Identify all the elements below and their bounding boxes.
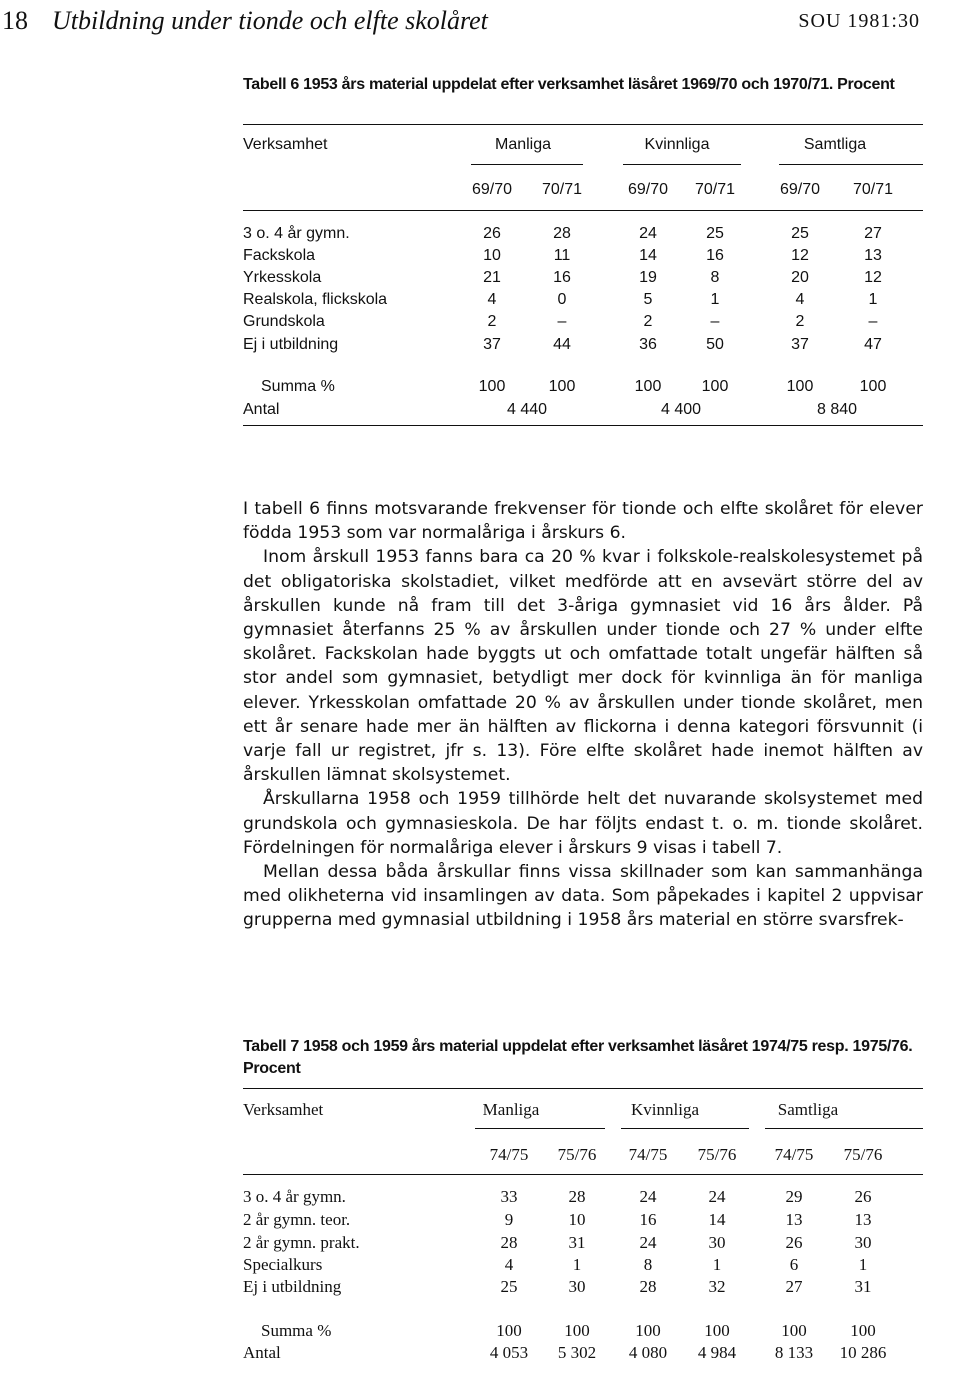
table-6-caption: Tabell 6 1953 års material uppdelat efter verksamhet läsåret 1969/70 och 1970/71. Procent: [243, 76, 895, 93]
row-label: 3 o. 4 år gymn.: [243, 225, 350, 242]
table-cell: 27: [785, 1277, 803, 1296]
count-cell: 5 302: [557, 1343, 597, 1362]
table-cell: 37: [483, 336, 501, 353]
table-cell: 13: [854, 1210, 872, 1229]
sum-cell: 100: [634, 378, 662, 395]
table-cell: 29: [785, 1187, 803, 1206]
table-cell: 6: [789, 1255, 799, 1274]
sum-cell: 100: [786, 378, 814, 395]
paragraph: Inom årskull 1953 fanns bara ca 20 % kvar i folkskole-realskolesystemet på det obligatoriska skolstadiet, vilket medförde att en avsevärt större del av årskullen kunde nå fram till det 3-åriga gymnasiet vid 16 års ålder. På gymnasiet återfanns 25 % av årskullen under tionde och 27 % under elfte skolåret. Fackskolan hade byggts ut och omfattade totalt ungefär hälften så stor andel som gymnasiet, betydligt mer dock för kvinnliga än för manliga elever. Yrkesskolan omfattade 20 % av årskullen under tionde skolåret, men ett år senare hade mer än hälften av flickorna i denna kategori försvunnit (i varje fall ur registret, jfr s. 13). Före elfte skolåret hade inemot hälften av årskullen lämnat skolsystemet.: [243, 547, 923, 786]
year-header: 70/71: [694, 181, 736, 198]
table-cell: 0: [557, 291, 567, 308]
count-cell: 4 080: [628, 1343, 668, 1362]
table-cell: 32: [708, 1277, 726, 1296]
table-cell: 50: [706, 336, 724, 353]
table-cell: 16: [553, 269, 571, 286]
table-cell: 28: [553, 225, 571, 242]
group-header: Kvinnliga: [644, 136, 710, 153]
table-cell: 19: [639, 269, 657, 286]
table-cell: 14: [708, 1210, 726, 1229]
group-header: Samtliga: [803, 136, 867, 153]
table-cell: 1: [572, 1255, 582, 1274]
table-cell: 25: [706, 225, 724, 242]
table-cell: 1: [858, 1255, 868, 1274]
sum-cell: 100: [496, 1321, 522, 1340]
row-label: Specialkurs: [243, 1255, 323, 1274]
table-cell: 2: [487, 313, 497, 330]
stub-header: Verksamhet: [243, 136, 328, 153]
table-cell: 4: [504, 1255, 514, 1274]
table-7-caption: Tabell 7 1958 och 1959 års material uppdelat efter verksamhet läsåret 1974/75 resp. 1975/76. Procent: [243, 1038, 913, 1077]
table-cell: 4: [487, 291, 497, 308]
stub-header: Verksamhet: [243, 1100, 324, 1119]
table-cell: 13: [785, 1210, 803, 1229]
table-cell: 16: [706, 247, 724, 264]
table-cell: 28: [639, 1277, 657, 1296]
row-label: 3 o. 4 år gymn.: [243, 1187, 346, 1206]
count-cell: 4 440: [506, 401, 548, 418]
table-cell: 26: [483, 225, 501, 242]
table-cell: 11: [553, 247, 571, 264]
table-cell: 36: [639, 336, 657, 353]
group-header: Manliga: [482, 1100, 540, 1119]
count-cell: 8 840: [816, 401, 858, 418]
table-cell: 24: [639, 1233, 657, 1252]
table-cell: 24: [708, 1187, 726, 1206]
year-header: 75/76: [843, 1145, 883, 1164]
table-cell: –: [710, 313, 720, 330]
year-header: 74/75: [628, 1145, 668, 1164]
table-cell: 4: [795, 291, 805, 308]
sum-cell: 100: [701, 378, 729, 395]
sum-cell: 100: [850, 1321, 876, 1340]
table-cell: 24: [639, 1187, 657, 1206]
group-header: Samtliga: [777, 1100, 839, 1119]
table-cell: 16: [639, 1210, 657, 1229]
year-header: 69/70: [627, 181, 669, 198]
table-cell: 2: [643, 313, 653, 330]
table-cell: –: [557, 313, 567, 330]
year-header: 75/76: [557, 1145, 597, 1164]
year-header: 70/71: [541, 181, 583, 198]
row-label: Ej i utbildning: [243, 1277, 342, 1296]
year-header: 74/75: [489, 1145, 529, 1164]
table-cell: 44: [553, 336, 571, 353]
sum-cell: 100: [704, 1321, 730, 1340]
table-cell: 9: [504, 1210, 514, 1229]
year-header: 69/70: [471, 181, 513, 198]
table-cell: 1: [712, 1255, 722, 1274]
year-header: 75/76: [697, 1145, 737, 1164]
sum-cell: 100: [478, 378, 506, 395]
table-cell: 21: [483, 269, 501, 286]
table-cell: 30: [568, 1277, 586, 1296]
table-cell: 14: [639, 247, 657, 264]
body-text: [243, 497, 923, 933]
table-cell: 5: [643, 291, 653, 308]
table-cell: 47: [864, 336, 882, 353]
table-cell: 26: [785, 1233, 803, 1252]
table-cell: 37: [791, 336, 809, 353]
count-cell: 10 286: [839, 1343, 887, 1362]
row-label: Yrkesskola: [243, 269, 322, 286]
table-cell: 26: [854, 1187, 872, 1206]
table-cell: 28: [500, 1233, 518, 1252]
count-cell: 4 053: [489, 1343, 529, 1362]
sum-cell: 100: [781, 1321, 807, 1340]
row-label: 2 år gymn. teor.: [243, 1210, 351, 1229]
group-header: Manliga: [494, 136, 552, 153]
table-cell: 8: [710, 269, 720, 286]
table-cell: 25: [791, 225, 809, 242]
row-label: Fackskola: [243, 247, 316, 264]
table-cell: 24: [639, 225, 657, 242]
table-cell: 33: [500, 1187, 518, 1206]
sum-cell: 100: [635, 1321, 661, 1340]
count-label: Antal: [243, 1343, 281, 1362]
count-cell: 4 984: [697, 1343, 737, 1362]
table-cell: 28: [568, 1187, 586, 1206]
sum-label: Summa %: [261, 1321, 332, 1340]
count-label: Antal: [243, 401, 280, 418]
year-header: 74/75: [774, 1145, 814, 1164]
table-cell: 31: [854, 1277, 872, 1296]
table-cell: 12: [864, 269, 882, 286]
sum-cell: 100: [548, 378, 576, 395]
table-cell: 2: [795, 313, 805, 330]
table-cell: 12: [791, 247, 809, 264]
count-cell: 4 400: [660, 401, 702, 418]
table-cell: 25: [500, 1277, 518, 1296]
count-cell: 8 133: [774, 1343, 814, 1362]
row-label: Realskola, flickskola: [243, 291, 388, 308]
table-cell: 31: [568, 1233, 586, 1252]
year-header: 69/70: [779, 181, 821, 198]
sum-label: Summa %: [261, 378, 335, 395]
table-cell: 27: [864, 225, 882, 242]
paragraph: I tabell 6 finns motsvarande frekvenser för tionde och elfte skolåret för elever födda 1953 som var normalåriga i årskurs 6.: [243, 499, 923, 544]
table-cell: 1: [710, 291, 720, 308]
year-header: 70/71: [852, 181, 894, 198]
table-cell: 1: [868, 291, 878, 308]
table-cell: 13: [864, 247, 882, 264]
page-number: 18: [2, 6, 28, 35]
sum-cell: 100: [564, 1321, 590, 1340]
table-cell: 10: [568, 1210, 586, 1229]
paragraph: Mellan dessa båda årskullar finns vissa skillnader som kan sammanhänga med olikheterna vid insamlingen av data. Som påpekades i kapitel 2 uppvisar grupperna med gymnasial utbildning i 1958 års material en större svarsfrek-: [243, 862, 923, 931]
table-cell: 10: [483, 247, 501, 264]
table-cell: 30: [854, 1233, 872, 1252]
table-cell: 8: [643, 1255, 653, 1274]
series-reference: SOU 1981:30: [798, 10, 920, 32]
sum-cell: 100: [859, 378, 887, 395]
row-label: Ej i utbildning: [243, 336, 339, 353]
table-cell: –: [868, 313, 878, 330]
row-label: Grundskola: [243, 313, 325, 330]
table-cell: 20: [791, 269, 809, 286]
paragraph: Årskullarna 1958 och 1959 tillhörde helt det nuvarande skolsystemet med grundskola och gymnasieskola. De har följts endast t. o. m. tionde skolåret. Fördelningen för normalåriga elever i årskurs 9 visas i tabell 7.: [243, 789, 923, 858]
group-header: Kvinnliga: [631, 1100, 699, 1119]
row-label: 2 år gymn. prakt.: [243, 1233, 360, 1252]
table-cell: 30: [708, 1233, 726, 1252]
running-title: Utbildning under tionde och elfte skolåret: [52, 6, 488, 35]
running-header: [0, 6, 960, 40]
